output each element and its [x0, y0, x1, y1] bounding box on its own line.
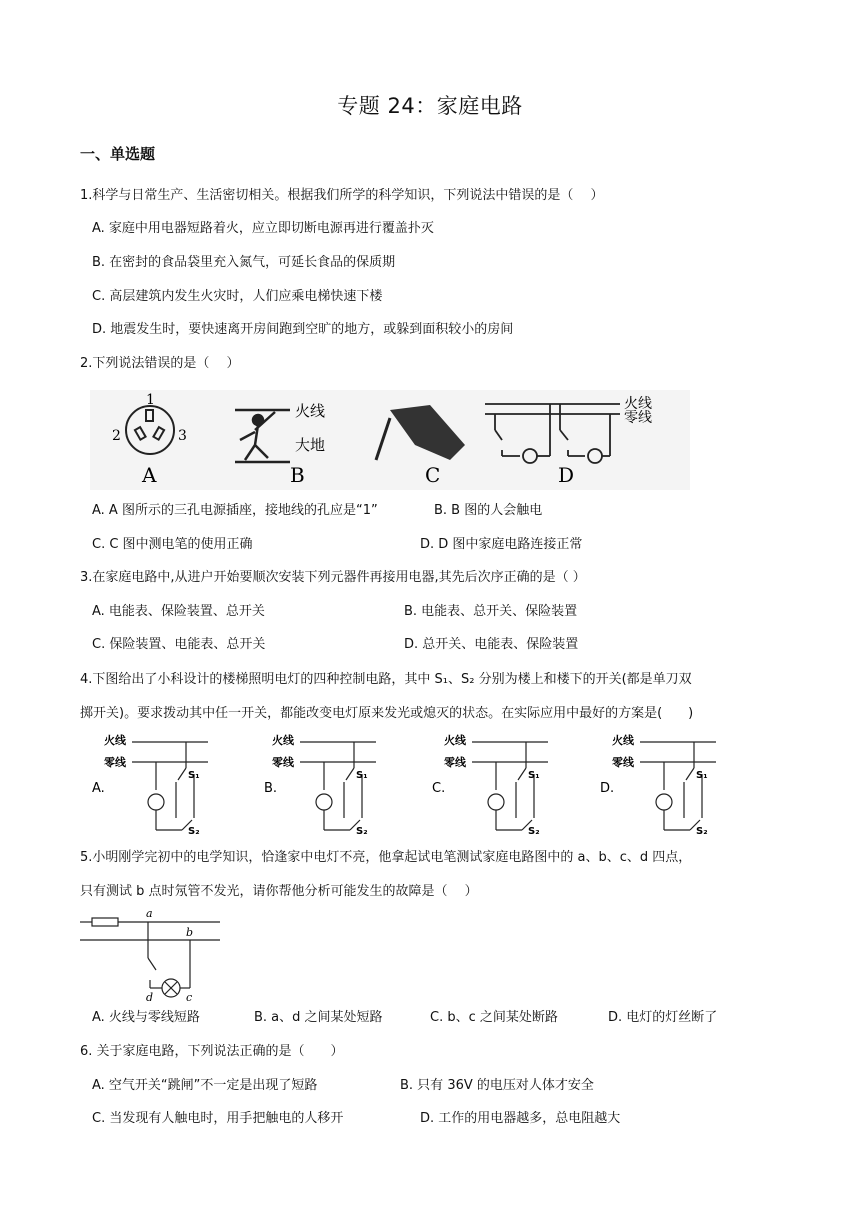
option-d-label: D.: [600, 781, 615, 796]
question-5-stem-line-2: 只有测试 b 点时氖管不发光，请你帮他分析可能发生的故障是（ ）: [80, 884, 478, 899]
upper-switch-blade-1: [346, 768, 354, 780]
d-neutral-wire-label: 零线: [624, 410, 652, 426]
hot-wire-label-1: 火线: [272, 734, 294, 747]
question-1-option-d: D. 地震发生时，要快速离开房间跑到空旷的地方，或躲到面积较小的房间: [92, 322, 514, 337]
d-hot-wire-label: 火线: [624, 396, 652, 412]
hot-wire-label-0: 火线: [104, 734, 126, 747]
hot-wire-label: 火线: [295, 402, 326, 420]
figure-caption-d: D: [558, 463, 575, 487]
question-5-option-c: C. b、c 之间某处断路: [430, 1010, 558, 1025]
question-1-stem: 1.科学与日常生产、生活密切相关。根据我们所学的科学知识，下列说法中错误的是（ ）: [80, 188, 604, 203]
figure-caption-b: B: [290, 463, 305, 487]
question-4-figure: [88, 730, 728, 842]
staircase-circuits: [104, 733, 716, 837]
option-a-label: A.: [92, 781, 105, 796]
hot-wire-label-3: 火线: [612, 734, 634, 747]
section-heading: 一、单选题: [80, 145, 156, 163]
question-5-option-b: B. a、d 之间某处短路: [254, 1010, 383, 1025]
figure-caption-c: C: [425, 463, 441, 487]
socket-hole-2-label: 2: [112, 428, 121, 444]
switch-s2-label-1: S₂: [356, 826, 368, 837]
question-5-stem-line-1: 5.小明刚学完初中的电学知识，恰逢家中电灯不亮，他拿起试电笔测试家庭电路图中的 a、b、c、d 四点，: [80, 850, 692, 865]
socket-hole-3-label: 3: [178, 428, 187, 444]
question-6-option-a: A. 空气开关“跳闸”不一定是出现了短路: [92, 1078, 318, 1093]
lamp-1: [316, 794, 332, 810]
hot-wire-label-2: 火线: [444, 734, 466, 747]
neutral-wire-label-3: 零线: [612, 756, 634, 769]
question-2-option-c: C. C 图中测电笔的使用正确: [92, 537, 253, 552]
question-5-option-d: D. 电灯的灯丝断了: [608, 1010, 718, 1025]
question-3-stem: 3.在家庭电路中,从进户开始要顺次安装下列元器件再接用电器,其先后次序正确的是（ ）: [80, 570, 586, 585]
ground-label: 大地: [295, 436, 326, 454]
option-c-label: C.: [432, 781, 446, 796]
page-title: 专题 24：家庭电路: [337, 94, 523, 118]
fault-circuit-diagram: [80, 918, 220, 997]
question-2-stem: 2.下列说法错误的是（ ）: [80, 356, 240, 371]
question-5-option-a: A. 火线与零线短路: [92, 1010, 200, 1025]
upper-switch-blade-0: [178, 768, 186, 780]
question-6-option-d: D. 工作的用电器越多，总电阻越大: [420, 1111, 621, 1126]
question-6-option-c: C. 当发现有人触电时，用手把触电的人移开: [92, 1111, 344, 1126]
upper-switch-blade-3: [686, 768, 694, 780]
lamp-3: [656, 794, 672, 810]
point-c-label: c: [186, 991, 193, 1002]
question-5-figure: [80, 906, 230, 1002]
socket-hole-1-label: 1: [146, 392, 155, 408]
neutral-wire-label-2: 零线: [444, 756, 466, 769]
question-3-option-c: C. 保险装置、电能表、总开关: [92, 637, 266, 652]
question-4-stem-line-1: 4.下图给出了小科设计的楼梯照明电灯的四种控制电路，其中 S₁、S₂ 分别为楼上和楼下的开关(都是单刀双: [80, 672, 692, 687]
question-3-option-d: D. 总开关、电能表、保险装置: [404, 637, 579, 652]
upper-switch-blade-2: [518, 768, 526, 780]
question-6-stem: 6. 关于家庭电路，下列说法正确的是（ ）: [80, 1044, 344, 1059]
question-6-option-b: B. 只有 36V 的电压对人体才安全: [400, 1078, 594, 1093]
question-1-option-b: B. 在密封的食品袋里充入氮气，可延长食品的保质期: [92, 255, 396, 270]
point-b-label: b: [186, 926, 194, 939]
switch-s1-label-2: S₁: [528, 770, 540, 781]
lamp-2: [488, 794, 504, 810]
switch-s1-label-1: S₁: [356, 770, 368, 781]
point-d-label: d: [146, 991, 154, 1002]
question-3-option-a: A. 电能表、保险装置、总开关: [92, 604, 265, 619]
switch-s2-label-3: S₂: [696, 826, 708, 837]
switch-s1-label-3: S₁: [696, 770, 708, 781]
switch-s1-label-0: S₁: [188, 770, 200, 781]
question-2-option-d: D. D 图中家庭电路连接正常: [420, 537, 583, 552]
neutral-wire-label-1: 零线: [272, 756, 294, 769]
neutral-wire-label-0: 零线: [104, 756, 126, 769]
question-1-option-a: A. 家庭中用电器短路着火，应立即切断电源再进行覆盖扑灭: [92, 221, 434, 236]
question-4-stem-line-2: 掷开关)。要求拨动其中任一开关，都能改变电灯原来发光或熄灭的状态。在实际应用中最好的方案是( ): [80, 706, 694, 721]
switch-s2-label-2: S₂: [528, 826, 540, 837]
question-3-option-b: B. 电能表、总开关、保险装置: [404, 604, 578, 619]
question-2-option-a: A. A 图所示的三孔电源插座，接地线的孔应是“1”: [92, 503, 378, 518]
option-b-label: B.: [264, 781, 278, 796]
lamp-0: [148, 794, 164, 810]
switch-s2-label-0: S₂: [188, 826, 200, 837]
question-1-option-c: C. 高层建筑内发生火灾时，人们应乘电梯快速下楼: [92, 289, 383, 304]
point-a-label: a: [146, 907, 153, 920]
figure-caption-a: A: [142, 463, 157, 487]
question-2-option-b: B. B 图的人会触电: [434, 503, 543, 518]
question-2-figure: [90, 390, 690, 490]
